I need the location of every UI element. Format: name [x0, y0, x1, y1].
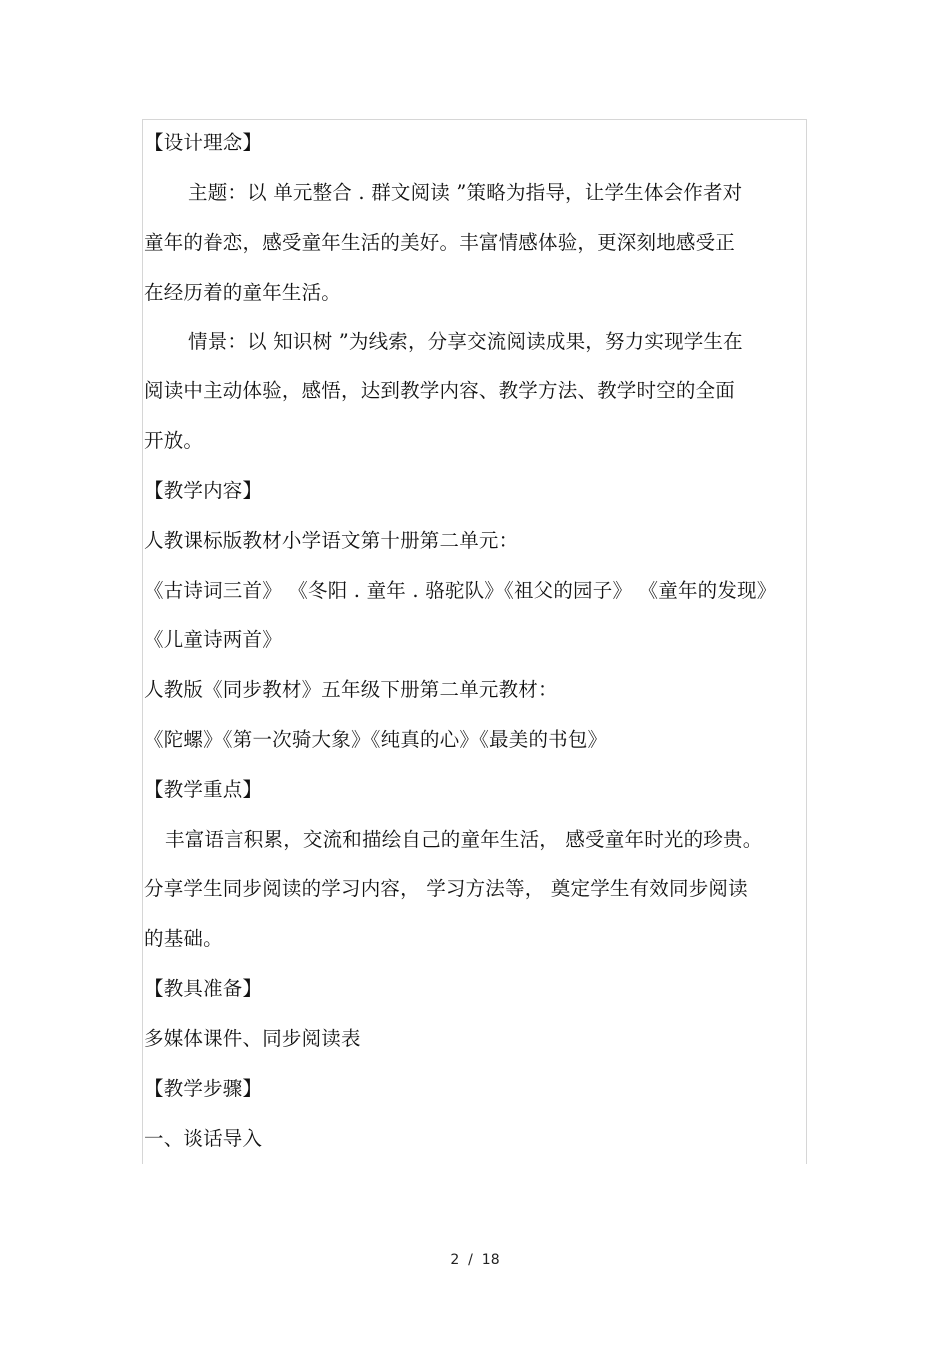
paragraph-line: 丰富语言积累，交流和描绘自己的童年生活， 感受童年时光的珍贵。 [165, 828, 763, 851]
section-heading-design-concept: 【设计理念】 [144, 131, 263, 154]
section-heading-teaching-aids: 【教具准备】 [144, 977, 263, 1000]
paragraph-line: 童年的眷恋，感受童年生活的美好。丰富情感体验，更深刻地感受正 [144, 231, 736, 254]
paragraph-line: 人教版《同步教材》五年级下册第二单元教材： [144, 678, 558, 701]
paragraph-line: 的基础。 [144, 927, 223, 950]
section-heading-teaching-content: 【教学内容】 [144, 479, 263, 502]
paragraph-line: 《陀螺》《第一次骑大象》《纯真的心》《最美的书包》 [144, 728, 608, 751]
section-heading-teaching-steps: 【教学步骤】 [144, 1077, 263, 1100]
paragraph-line: 开放。 [144, 429, 204, 452]
paragraph-line: 多媒体课件、同步阅读表 [144, 1027, 361, 1050]
paragraph-line: 人教课标版教材小学语文第十册第二单元： [144, 529, 519, 552]
paragraph-line: 主题：以 单元整合 . 群文阅读 ”策略为指导，让学生体会作者对 [188, 181, 743, 204]
section-heading-teaching-focus: 【教学重点】 [144, 778, 263, 801]
paragraph-line: 《古诗词三首》 《冬阳 . 童年 . 骆驼队》《祖父的园子》 《童年的发现》 [144, 579, 777, 602]
paragraph-line: 一、谈话导入 [144, 1127, 263, 1150]
paragraph-line: 情景：以 知识树 ”为线索，分享交流阅读成果，努力实现学生在 [188, 330, 743, 353]
paragraph-line: 分享学生同步阅读的学习内容， 学习方法等， 奠定学生有效同步阅读 [144, 877, 748, 900]
page-number: 2 / 18 [450, 1252, 500, 1268]
paragraph-line: 《儿童诗两首》 [144, 628, 282, 651]
paragraph-line: 阅读中主动体验，感悟，达到教学内容、教学方法、教学时空的全面 [144, 379, 736, 402]
paragraph-line: 在经历着的童年生活。 [144, 281, 342, 304]
